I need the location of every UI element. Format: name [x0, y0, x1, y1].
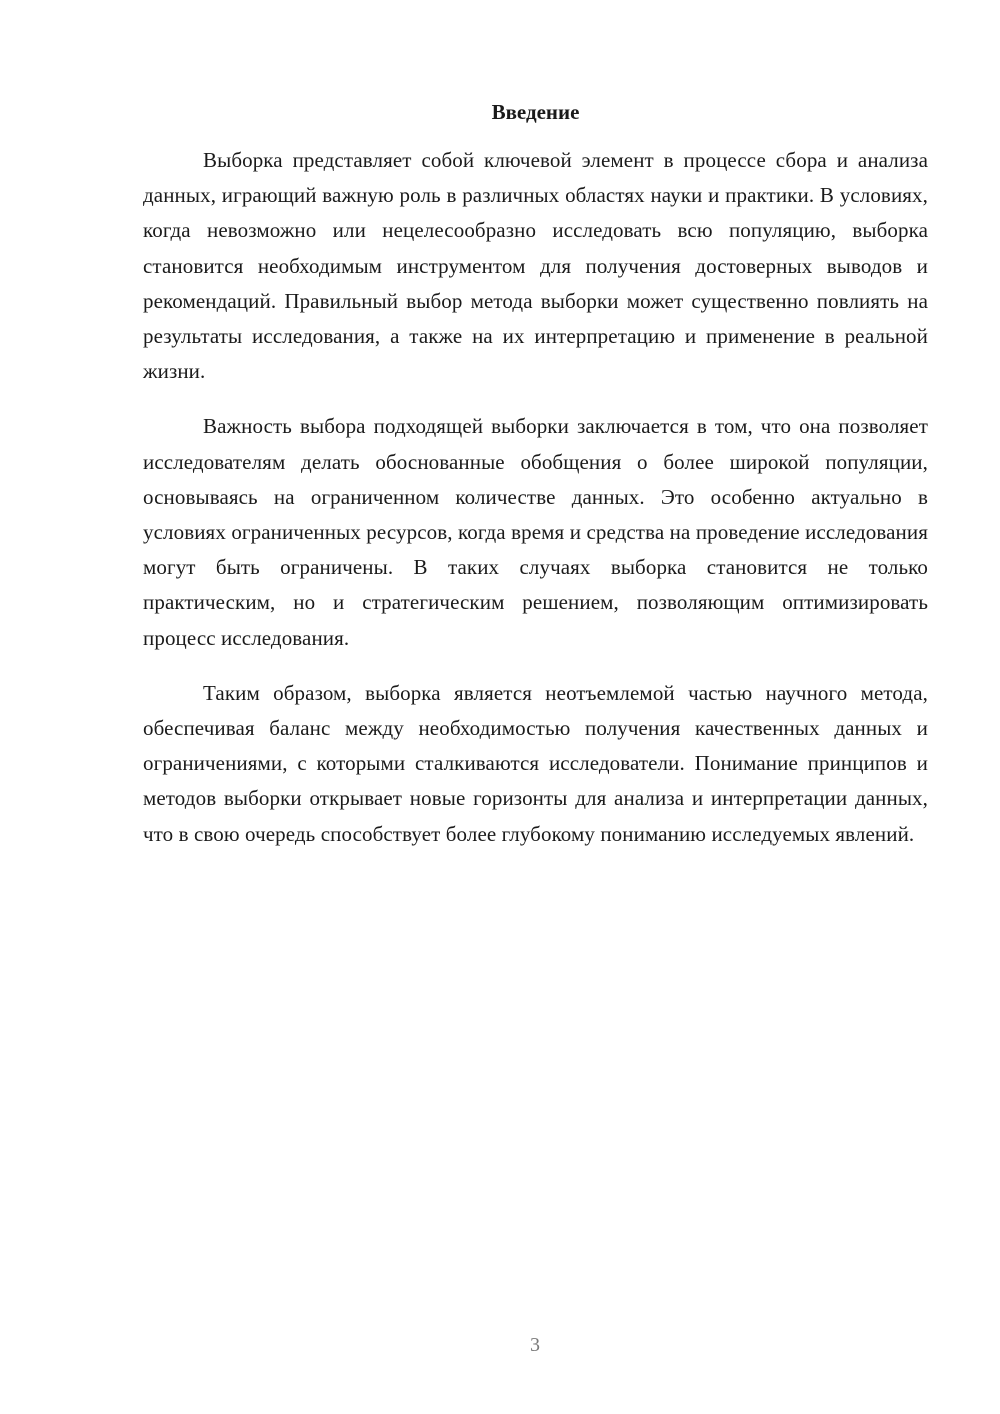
paragraph-3: Таким образом, выборка является неотъемлемой частью научного метода, обеспечивая баланс между необходимостью получения качественных данных и ограничениями, с которыми сталкиваются исследователи. Понимание принципов и методов выборки открывает новые горизонты для анализа и интерпретации данных, что в свою очередь способствует более глубокому пониманию исследуемых явлений. — [143, 680, 928, 846]
paragraph-2: Важность выбора подходящей выборки заключается в том, что она позволяет исследователям делать обоснованные обобщения о более широкой популяции, основываясь на ограниченном количестве данных. Это особенно актуально в условиях ограниченных ресурсов, когда время и средства на проведение исследования могут быть ограничены. В таких случаях выборка становится не только практическим, но и стратегическим решением, позволяющим оптимизировать процесс исследования. — [143, 414, 928, 650]
paragraph-1: Выборка представляет собой ключевой элемент в процессе сбора и анализа данных, играющий важную роль в различных областях науки и практики. В условиях, когда невозможно или нецелесообразно исследовать всю популяцию, выборка становится необходимым инструментом для получения достоверных выводов и рекомендаций. Правильный выбор метода выборки может существенно повлиять на результаты исследования, а также на их интерпретацию и применение в реальной жизни. — [143, 148, 928, 384]
page-number: 3 — [530, 1334, 540, 1356]
page-content — [143, 98, 928, 872]
section-heading: Введение — [491, 100, 580, 124]
